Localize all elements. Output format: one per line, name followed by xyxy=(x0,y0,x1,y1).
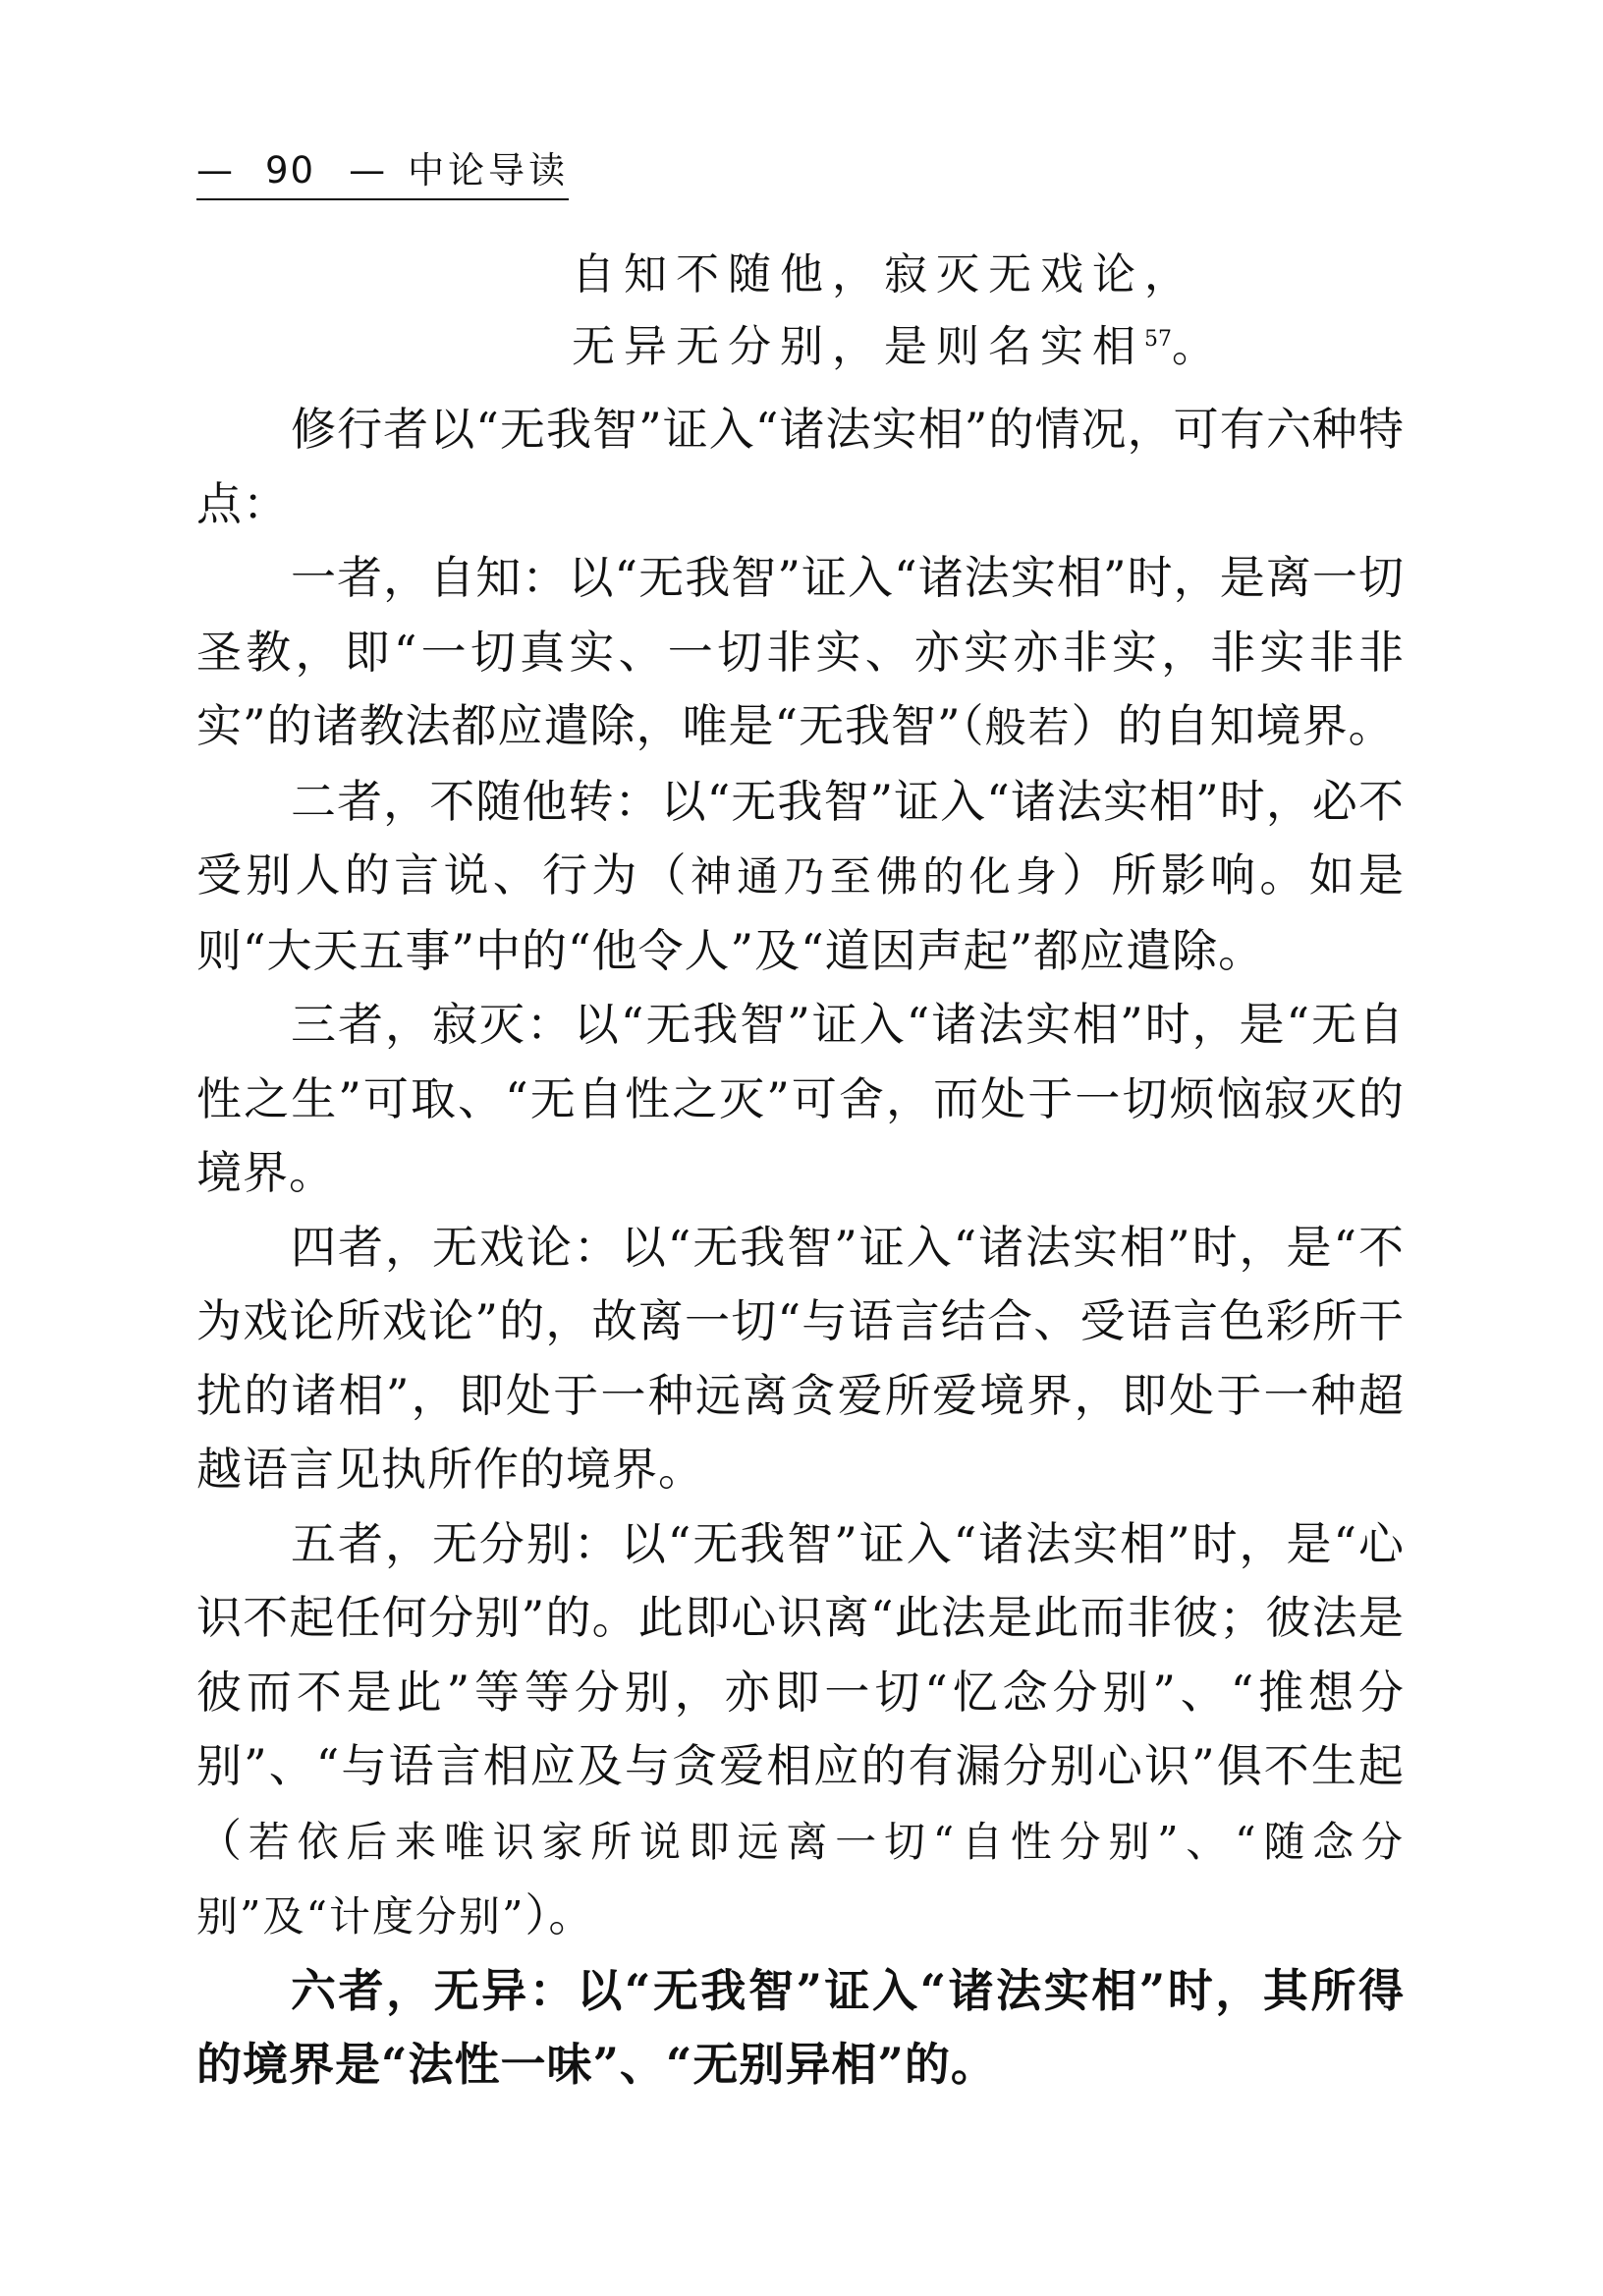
paragraph-5 xyxy=(196,1507,1405,1954)
paragraph-5-text-a: 五者，无分别：以“无我智”证入“诸法实相”时，是“心识不起任何分别”的。此即心识离“此法是此而非彼；彼法是彼而不是此”等等分别，亦即一切“忆念分别”、“推想分别”、“与语言相应及与贪爱相应的有漏分别心识”俱不生起（ xyxy=(196,1516,1405,1867)
paragraph-5-text-b: ）。 xyxy=(525,1888,595,1941)
paragraph-2-text-b: ）所影响。如是则“大天五事”中的“他令人”及“道因声起”都应遣除。 xyxy=(196,848,1406,977)
paragraph-2 xyxy=(196,765,1405,989)
header-dash-right: — xyxy=(349,149,386,191)
paragraph-2-text-a: 二者，不随他转：以“无我智”证入“诸法实相”时，必不受别人的言说、行为（ xyxy=(196,774,1405,902)
footnote-marker: 57 xyxy=(1144,327,1172,352)
paragraph-3: 三者，寂灭：以“无我智”证入“诸法实相”时，是“无自性之生”可取、“无自性之灭”可舍，而处于一切烦恼寂灭的境界。 xyxy=(196,998,1405,1199)
header-dash-left: — xyxy=(196,149,233,191)
page-number: 90 xyxy=(265,149,316,191)
paragraph-4: 四者，无戏论：以“无我智”证入“诸法实相”时，是“不为戏论所戏论”的，故离一切“与语言结合、受语言色彩所干扰的诸相”，即处于一种远离贪爱所爱境界，即处于一种超越语言见执所作的境界。 xyxy=(196,1220,1405,1496)
paragraph-2-aside: 神通乃至佛的化身 xyxy=(690,852,1063,901)
verse-line-2-text: 无异无分别，是则名实相 xyxy=(572,321,1144,372)
paragraph-6: 六者，无异：以“无我智”证入“诸法实相”时，其所得的境界是“法性一味”、“无别异相”的。 xyxy=(196,1963,1405,2091)
paragraph-intro: 修行者以“无我智”证入“诸法实相”的情况，可有六种特点： xyxy=(196,403,1405,530)
paragraph-5-aside: 若依后来唯识家所说即远离一切“自性分别”、“随念分别”及“计度分别” xyxy=(196,1817,1406,1941)
paragraph-1-aside: 般若 xyxy=(984,703,1072,751)
paragraph-1-text-a: 一者，自知：以“无我智”证入“诸法实相”时，是离一切圣教，即“一切真实、一切非实、亦实亦非实，非实非非实”的诸教法都应遣除，唯是“无我智”（ xyxy=(196,551,1405,752)
running-header xyxy=(196,147,569,200)
book-title: 中论导读 xyxy=(408,149,570,191)
body-text xyxy=(196,393,1405,2103)
verse-line-2 xyxy=(572,310,1224,377)
paragraph-1 xyxy=(196,541,1405,765)
verse-line-1: 自知不随他，寂灭无戏论， xyxy=(572,249,1196,300)
verse-line-2-end: 。 xyxy=(1172,321,1224,372)
paragraph-1-text-b: ）的自知境界。 xyxy=(1071,699,1395,752)
